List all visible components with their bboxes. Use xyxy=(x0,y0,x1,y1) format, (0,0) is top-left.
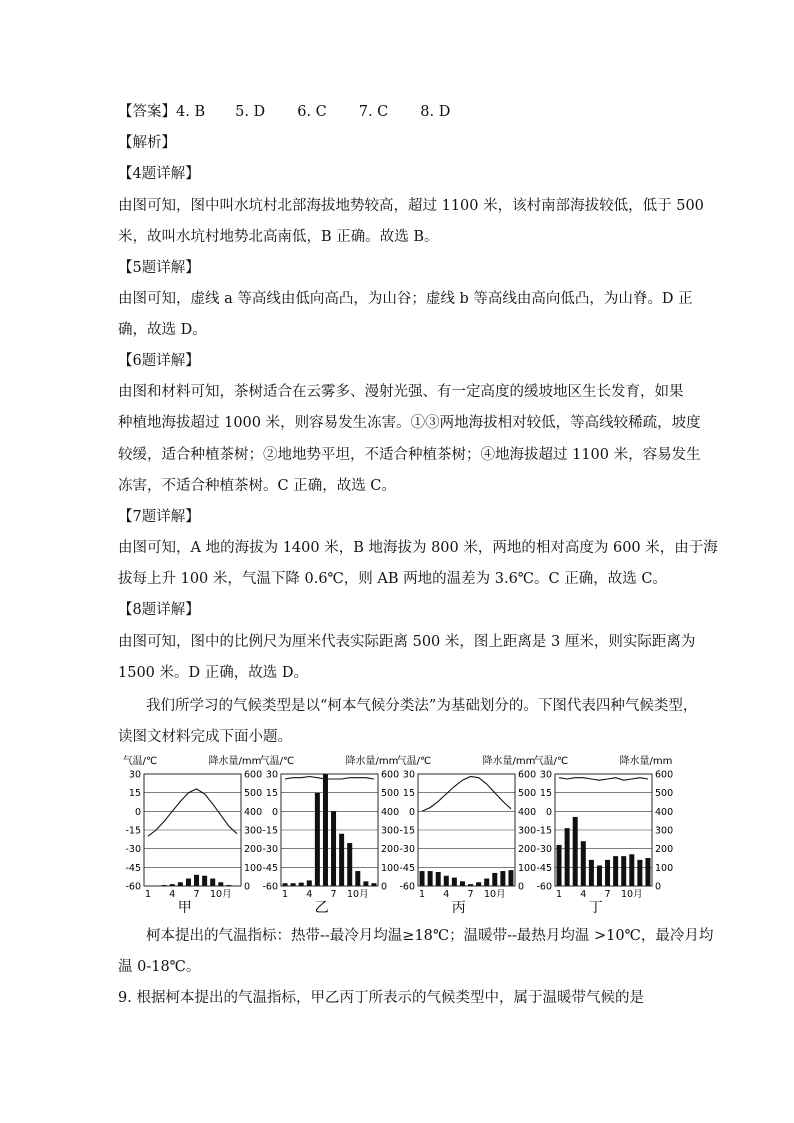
precip-bar xyxy=(565,828,570,886)
precip-tick-label: 400 xyxy=(381,806,400,818)
temp-tick-label: -15 xyxy=(125,825,141,837)
precip-bar xyxy=(194,875,199,886)
x-tick-label: 4 xyxy=(443,889,450,900)
precip-tick-label: 0 xyxy=(518,881,525,893)
temp-tick-label: 0 xyxy=(134,806,141,818)
precip-tick-label: 500 xyxy=(518,788,537,800)
precip-tick-label: 500 xyxy=(381,788,400,800)
precip-tick-label: 300 xyxy=(381,825,400,837)
climate-chart-2 xyxy=(255,754,400,914)
temp-tick-label: -15 xyxy=(536,825,552,837)
precip-bar xyxy=(637,860,642,886)
analysis-heading: 【解析】 xyxy=(118,135,176,151)
temp-tick-label: -15 xyxy=(399,825,415,837)
precip-bar xyxy=(283,883,288,886)
precip-bar xyxy=(428,871,433,886)
x-tick-label: 1 xyxy=(556,889,563,900)
precip-tick-label: 100 xyxy=(381,862,400,874)
precip-bar xyxy=(597,865,602,886)
section-6-line-3: 较缓，适合种植茶树；②地地势平坦，不适合种植茶树；④地海拔超过 1100 米，容易发生 xyxy=(118,447,701,463)
section-5-line-2: 确，故选 D。 xyxy=(118,322,207,338)
answer-4: 4. B xyxy=(176,104,206,120)
x-tick-label: 10月 xyxy=(209,889,232,900)
temp-tick-label: 30 xyxy=(128,769,141,781)
intro-line-2: 读图文材料完成下面小题。 xyxy=(118,729,292,745)
precip-bar xyxy=(363,881,368,886)
precip-axis-title: 降水量/mm xyxy=(482,756,536,767)
precip-axis-title: 降水量/mm xyxy=(619,756,673,767)
precip-tick-label: 500 xyxy=(244,788,263,800)
precip-tick-label: 500 xyxy=(655,788,674,800)
temp-tick-label: 30 xyxy=(539,769,552,781)
x-tick-label: 7 xyxy=(604,889,611,900)
precip-bar xyxy=(202,876,207,886)
precip-bar xyxy=(420,871,425,886)
precip-tick-label: 600 xyxy=(244,769,263,781)
temp-tick-label: 15 xyxy=(128,788,141,800)
section-7-line-2: 拔每上升 100 米，气温下降 0.6℃，则 AB 两地的温差为 3.6℃。C 正确，故选 C。 xyxy=(118,571,667,587)
answer-label: 【答案】 xyxy=(118,104,176,120)
answer-7: 7. C xyxy=(358,104,389,120)
answer-line xyxy=(118,102,450,122)
precip-bar xyxy=(573,817,578,886)
temp-tick-label: 15 xyxy=(265,788,278,800)
temp-tick-label: -45 xyxy=(262,862,278,874)
precip-bar xyxy=(468,884,473,886)
precip-bar xyxy=(339,834,344,886)
temp-tick-label: -60 xyxy=(399,881,415,893)
precip-bar xyxy=(226,885,231,886)
precip-bar xyxy=(307,880,312,886)
temp-axis-title: 气温/℃ xyxy=(259,756,295,767)
precip-bar xyxy=(621,856,626,886)
answer-8: 8. D xyxy=(420,104,451,120)
section-8-line-2: 1500 米。D 正确，故选 D。 xyxy=(118,665,308,681)
temp-tick-label: -30 xyxy=(262,844,278,856)
precip-axis-title: 降水量/mm xyxy=(208,756,262,767)
precip-bar xyxy=(492,873,497,886)
precip-bar xyxy=(170,884,175,886)
question-9: 9. 根据柯本提出的气温指标，甲乙丙丁所表示的气候类型中，属于温暖带气候的是 xyxy=(118,990,644,1006)
note-line-1: 柯本提出的气温指标：热带--最冷月均温≥18℃；温暖带--最热月均温 >10℃，最冷月均 xyxy=(146,928,714,944)
temp-tick-label: -30 xyxy=(536,844,552,856)
precip-tick-label: 300 xyxy=(655,825,674,837)
section-5-heading: 【5题详解】 xyxy=(118,260,200,276)
precip-tick-label: 100 xyxy=(244,862,263,874)
section-6-line-4: 冻害，不适合种植茶树。C 正确，故选 C。 xyxy=(118,478,396,494)
precip-bar xyxy=(315,793,320,886)
section-8-heading: 【8题详解】 xyxy=(118,602,200,618)
precip-bar xyxy=(629,854,634,886)
precip-tick-label: 200 xyxy=(381,844,400,856)
precip-tick-label: 300 xyxy=(518,825,537,837)
section-4-line-1: 由图可知，图中叫水坑村北部海拔地势较高，超过 1100 米，该村南部海拔较低，低于 500 xyxy=(118,198,704,214)
precip-tick-label: 400 xyxy=(655,806,674,818)
precip-bar xyxy=(452,878,457,886)
section-7-line-1: 由图可知，A 地的海拔为 1400 米，B 地海拔为 800 米，两地的相对高度为 600 米，由于海 xyxy=(118,540,718,556)
section-6-heading: 【6题详解】 xyxy=(118,353,200,369)
precip-bar xyxy=(589,860,594,886)
x-tick-label: 1 xyxy=(282,889,289,900)
precip-bar xyxy=(331,811,336,886)
precip-tick-label: 200 xyxy=(244,844,263,856)
climate-chart-1 xyxy=(118,754,263,914)
climate-charts xyxy=(118,754,678,914)
temp-tick-label: -60 xyxy=(536,881,552,893)
temp-tick-label: -30 xyxy=(399,844,415,856)
precip-bar xyxy=(218,882,223,886)
section-4-heading: 【4题详解】 xyxy=(118,166,200,182)
temp-tick-label: 30 xyxy=(265,769,278,781)
temp-tick-label: 15 xyxy=(539,788,552,800)
precip-bar xyxy=(371,883,376,886)
precip-tick-label: 100 xyxy=(518,862,537,874)
precip-tick-label: 200 xyxy=(655,844,674,856)
precip-bar xyxy=(347,843,352,886)
x-tick-label: 4 xyxy=(306,889,313,900)
answer-5: 5. D xyxy=(235,104,266,120)
x-tick-label: 4 xyxy=(580,889,587,900)
precip-axis-title: 降水量/mm xyxy=(345,756,399,767)
temp-tick-label: -30 xyxy=(125,844,141,856)
temp-tick-label: 0 xyxy=(408,806,415,818)
temp-axis-title: 气温/℃ xyxy=(396,756,432,767)
precip-tick-label: 600 xyxy=(518,769,537,781)
x-tick-label: 7 xyxy=(330,889,337,900)
answer-6: 6. C xyxy=(297,104,327,120)
temp-tick-label: 0 xyxy=(545,806,552,818)
precip-tick-label: 600 xyxy=(655,769,674,781)
section-4-line-2: 米，故叫水坑村地势北高南低，B 正确。故选 B。 xyxy=(118,229,439,245)
precip-bar xyxy=(605,860,610,886)
precip-tick-label: 0 xyxy=(655,881,662,893)
precip-bar xyxy=(162,885,167,886)
temp-tick-label: -60 xyxy=(262,881,278,893)
precip-bar xyxy=(500,871,505,886)
precip-bar xyxy=(444,876,449,886)
precip-bar xyxy=(436,872,441,886)
section-6-line-2: 种植地海拔超过 1000 米，则容易发生冻害。①③两地海拔相对较低，等高线较稀疏，坡度 xyxy=(118,415,701,431)
section-8-line-1: 由图可知，图中的比例尺为厘米代表实际距离 500 米，图上距离是 3 厘米，则实际距离为 xyxy=(118,634,696,650)
x-tick-label: 7 xyxy=(467,889,474,900)
x-tick-label: 1 xyxy=(419,889,426,900)
precip-tick-label: 0 xyxy=(381,881,388,893)
temp-axis-title: 气温/℃ xyxy=(533,756,569,767)
precip-bar xyxy=(557,845,562,886)
x-tick-label: 4 xyxy=(169,889,176,900)
precip-bar xyxy=(355,871,360,886)
precip-tick-label: 300 xyxy=(244,825,263,837)
precip-bar xyxy=(613,856,618,886)
x-tick-label: 7 xyxy=(193,889,200,900)
temperature-line xyxy=(422,777,511,812)
precip-bar xyxy=(323,774,328,886)
precip-tick-label: 200 xyxy=(518,844,537,856)
chart-name: 乙 xyxy=(314,900,329,914)
temp-tick-label: 15 xyxy=(402,788,415,800)
section-6-line-1: 由图和材料可知，茶树适合在云雾多、漫射光强、有一定高度的缓坡地区生长发育，如果 xyxy=(118,384,684,400)
precip-bar xyxy=(299,883,304,886)
chart-name: 丙 xyxy=(451,900,466,914)
temp-tick-label: -45 xyxy=(399,862,415,874)
temp-tick-label: 30 xyxy=(402,769,415,781)
temperature-line xyxy=(148,789,237,836)
chart-name: 甲 xyxy=(177,900,192,914)
x-tick-label: 10月 xyxy=(346,889,369,900)
temperature-line xyxy=(285,777,374,780)
x-tick-label: 1 xyxy=(145,889,152,900)
precip-bar xyxy=(581,841,586,886)
temperature-line xyxy=(559,778,648,781)
precip-bar xyxy=(484,879,489,886)
note-line-2: 温 0-18℃。 xyxy=(118,959,201,975)
precip-bar xyxy=(645,858,650,886)
temp-tick-label: 0 xyxy=(271,806,278,818)
climate-chart-4 xyxy=(529,754,674,914)
precip-bar xyxy=(508,870,513,886)
temp-tick-label: -15 xyxy=(262,825,278,837)
chart-name: 丁 xyxy=(588,900,603,914)
precip-tick-label: 600 xyxy=(381,769,400,781)
section-5-line-1: 由图可知，虚线 a 等高线由低向高凸，为山谷；虚线 b 等高线由高向低凸，为山脊。D 正 xyxy=(118,291,693,307)
section-7-heading: 【7题详解】 xyxy=(118,509,200,525)
precip-tick-label: 400 xyxy=(244,806,263,818)
intro-line-1: 我们所学习的气候类型是以“柯本气候分类法”为基础划分的。下图代表四种气候类型， xyxy=(146,698,698,714)
x-tick-label: 10月 xyxy=(620,889,643,900)
precip-bar xyxy=(460,881,465,886)
temp-tick-label: -60 xyxy=(125,881,141,893)
precip-bar xyxy=(210,879,215,886)
precip-bar xyxy=(186,879,191,886)
precip-bar xyxy=(291,883,296,886)
temp-tick-label: -45 xyxy=(536,862,552,874)
precip-tick-label: 400 xyxy=(518,806,537,818)
temp-axis-title: 气温/℃ xyxy=(122,756,158,767)
precip-bar xyxy=(476,882,481,886)
precip-tick-label: 0 xyxy=(244,881,251,893)
precip-tick-label: 100 xyxy=(655,862,674,874)
climate-chart-3 xyxy=(392,754,537,914)
precip-bar xyxy=(178,882,183,886)
temp-tick-label: -45 xyxy=(125,862,141,874)
x-tick-label: 10月 xyxy=(483,889,506,900)
